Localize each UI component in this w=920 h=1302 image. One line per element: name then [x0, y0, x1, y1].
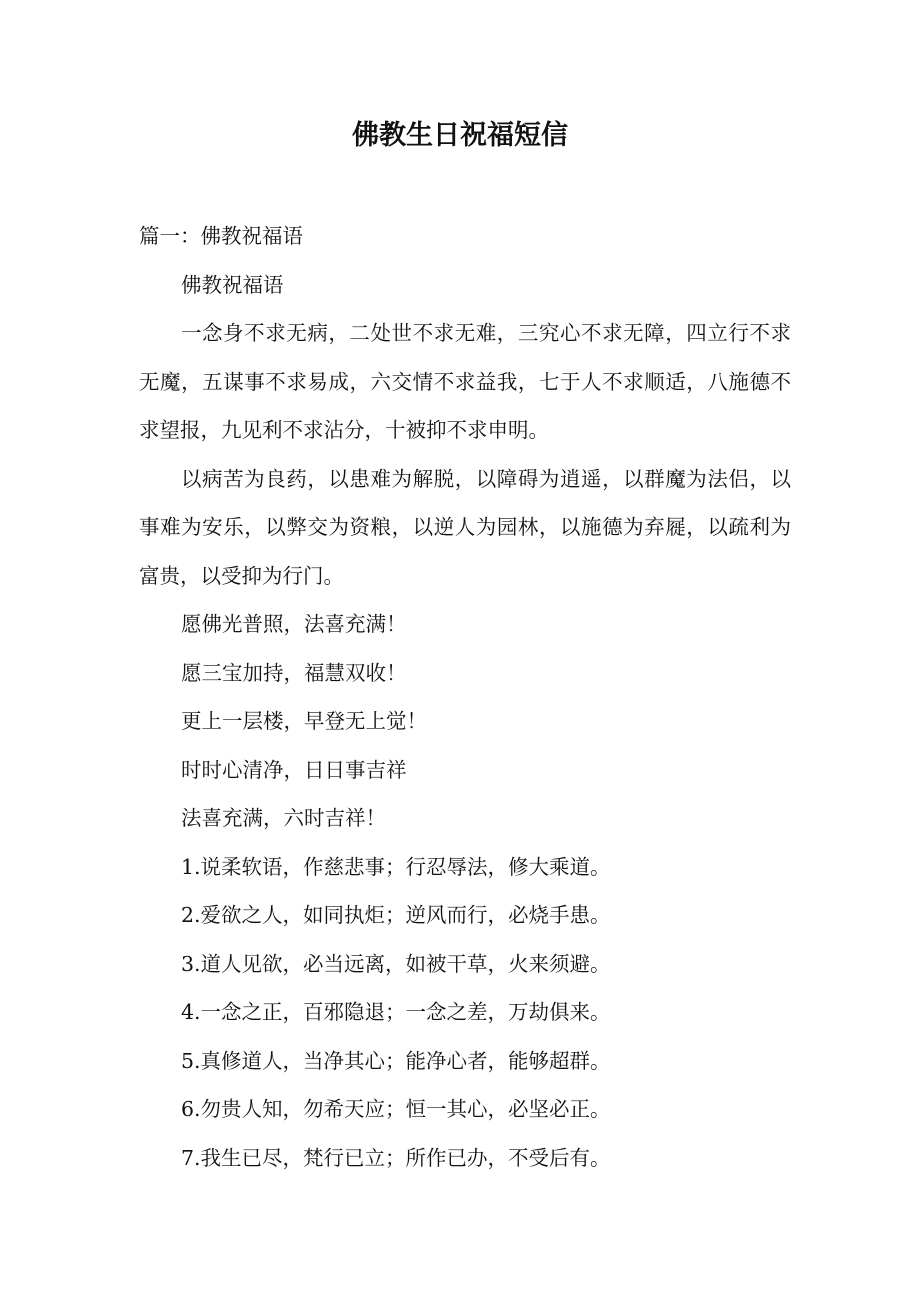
- blessing-line: 愿三宝加持，福慧双收！: [181, 660, 407, 685]
- subheading: 佛教祝福语: [181, 272, 284, 297]
- section-heading: 篇一：佛教祝福语: [139, 224, 303, 248]
- blessing-line: 法喜充满，六时吉祥！: [181, 806, 386, 830]
- paragraph: 以病苦为良药，以患难为解脱，以障碍为逍遥，以群魔为法侣，以事难为安乐，以弊交为资粮，以逆人为园林，以施德为弃屣，以疏利为富贵，以受抑为行门。: [139, 466, 791, 588]
- document-title: 佛教生日祝福短信: [352, 120, 568, 151]
- saying-item: 3.道人见欲，必当远离，如被干草，火来须避。: [181, 951, 611, 976]
- saying-item: 6.勿贵人知，勿希天应；恒一其心，必坚必正。: [181, 1097, 611, 1121]
- blessing-line: 时时心清净，日日事吉祥: [181, 757, 407, 782]
- saying-item: 1.说柔软语，作慈悲事；行忍辱法，修大乘道。: [181, 854, 611, 879]
- saying-item: 7.我生已尽，梵行已立；所作已办，不受后有。: [181, 1145, 611, 1170]
- blessing-line: 更上一层楼，早登无上觉！: [181, 709, 427, 733]
- blessing-line: 愿佛光普照，法喜充满！: [181, 612, 407, 636]
- saying-item: 5.真修道人，当净其心；能净心者，能够超群。: [181, 1048, 611, 1073]
- saying-item: 4.一念之正，百邪隐退；一念之差，万劫俱来。: [181, 1000, 611, 1024]
- saying-item: 2.爱欲之人，如同执炬；逆风而行，必烧手患。: [181, 903, 611, 927]
- document-body: [139, 212, 791, 1182]
- paragraph: 一念身不求无病，二处世不求无难，三究心不求无障，四立行不求无魔，五谋事不求易成，六交情不求益我，七于人不求顺适，八施德不求望报，九见利不求沾分，十被抑不求申明。: [139, 321, 791, 442]
